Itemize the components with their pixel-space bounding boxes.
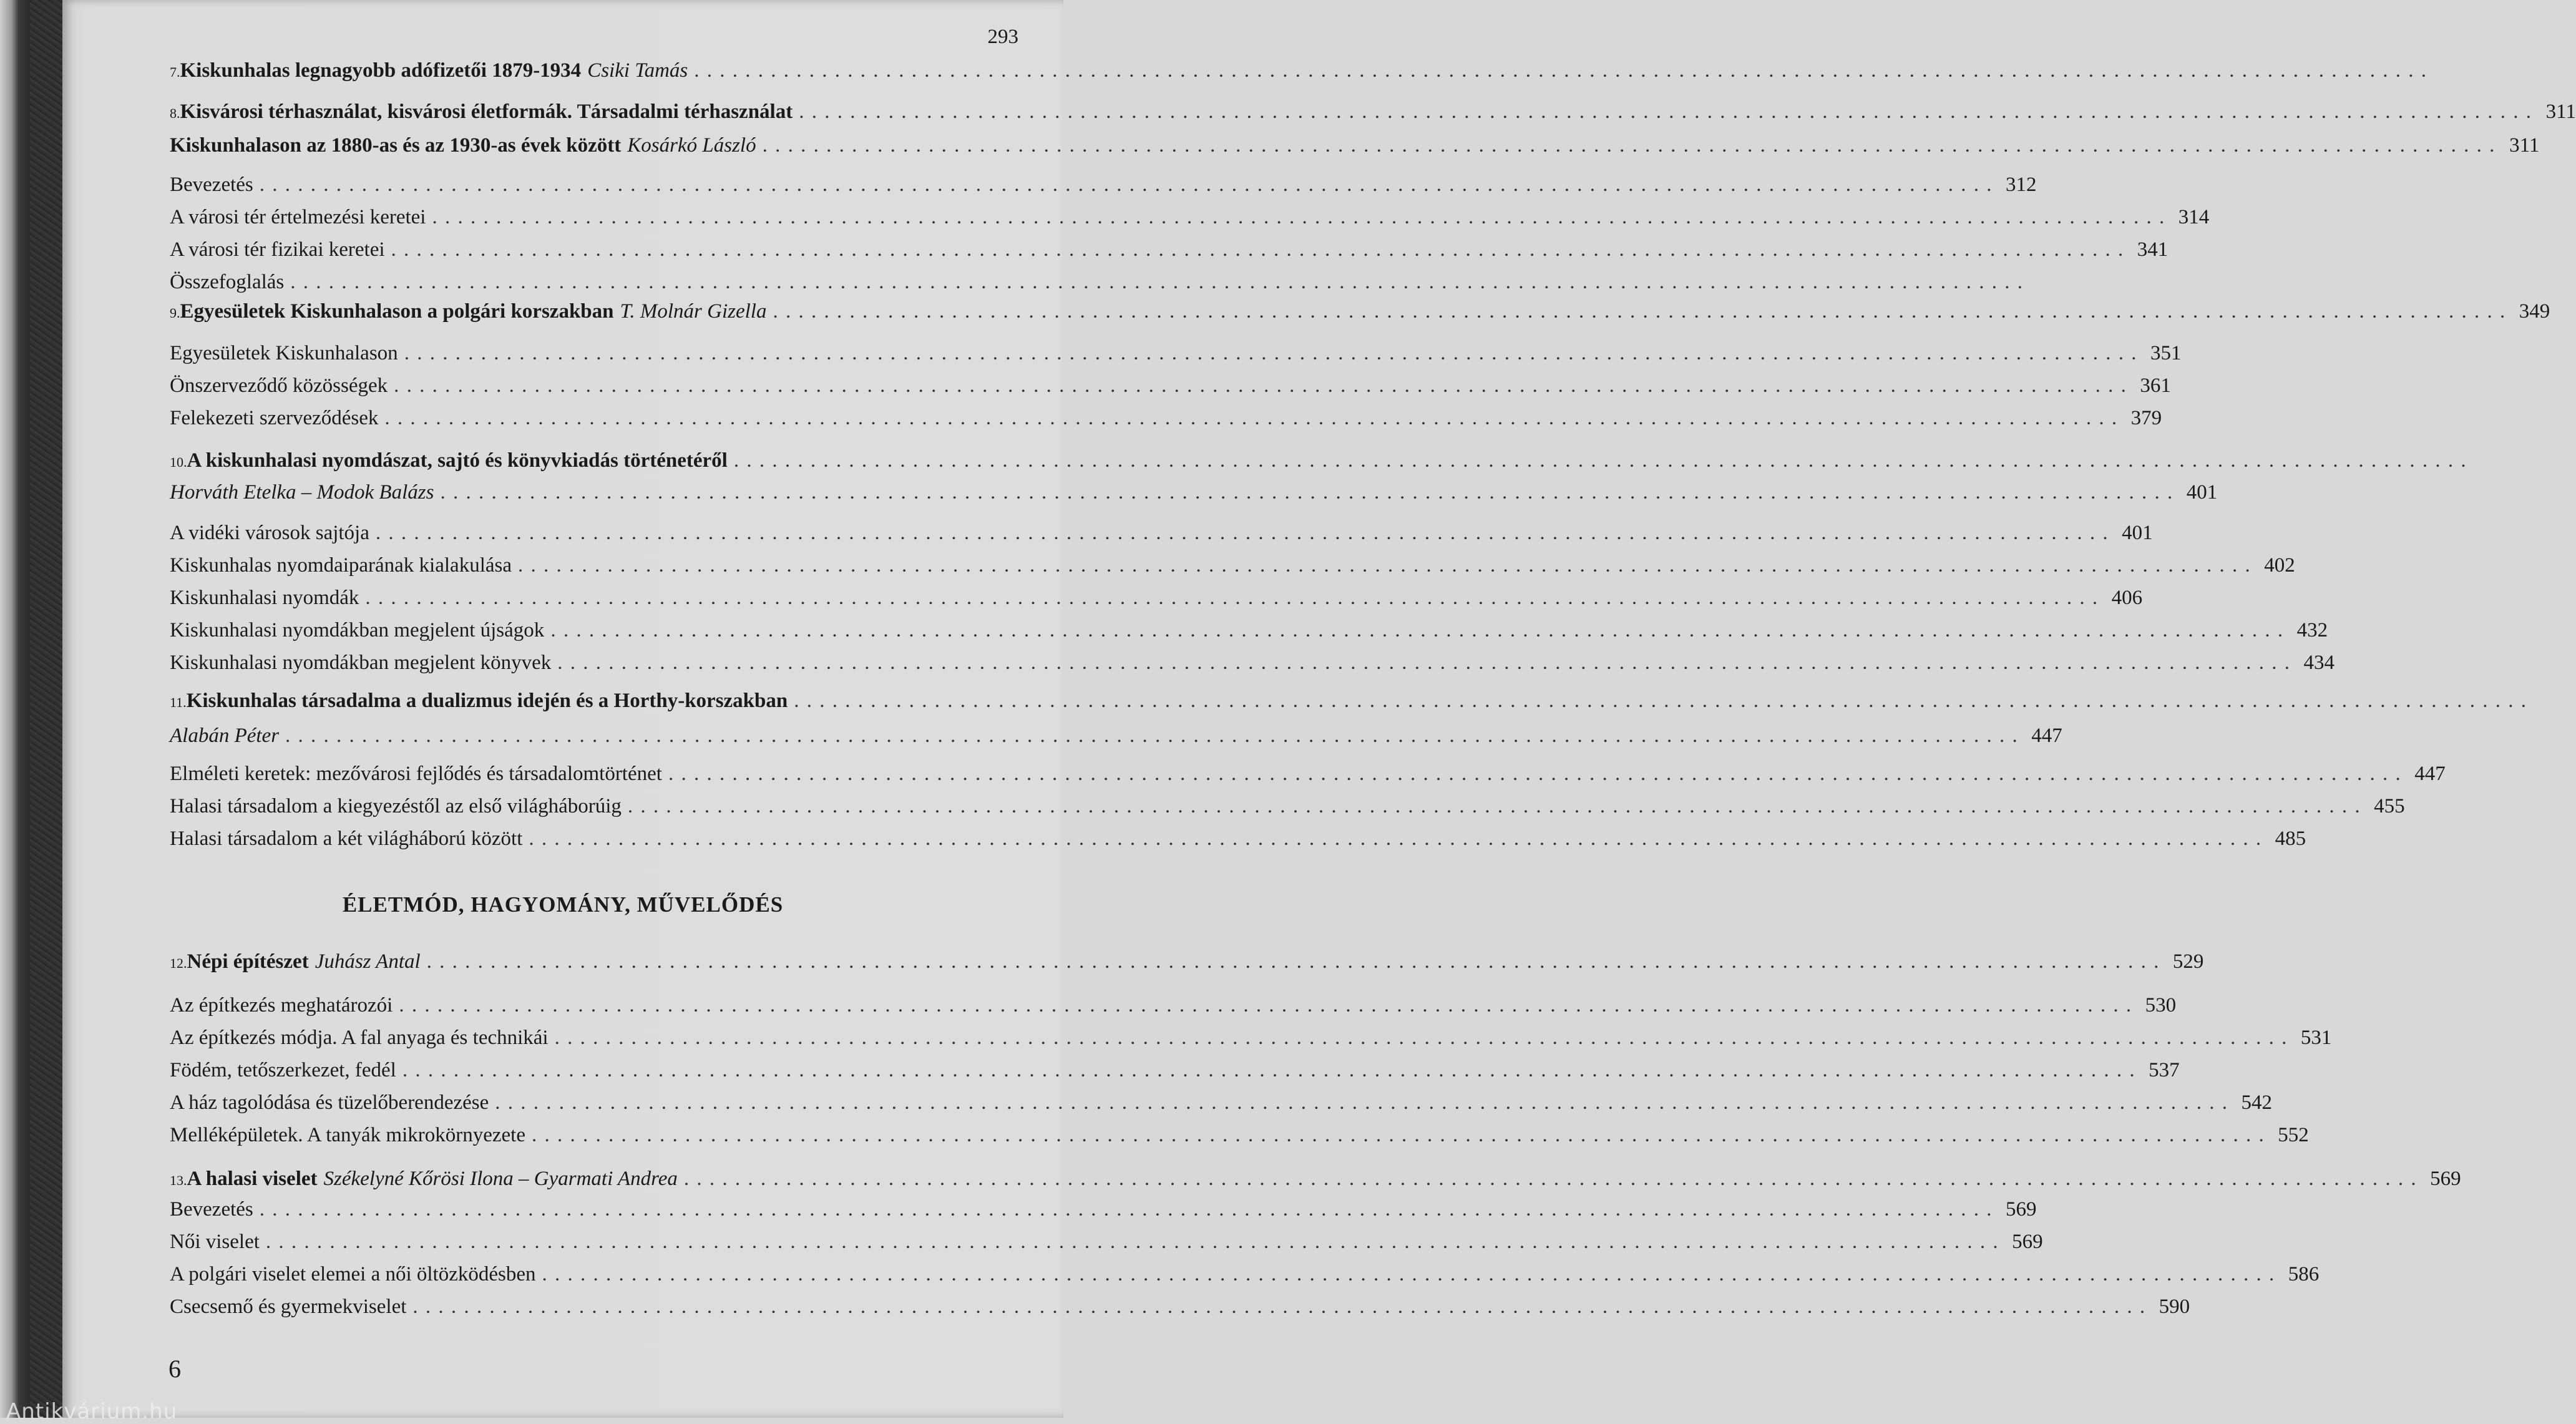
dot-leader (555, 1025, 2288, 1051)
entry-title: Kiskunhalas társadalma a dualizmus idején és a Horthy-korszakban (186, 690, 788, 712)
dot-leader (394, 373, 2127, 399)
dot-leader (550, 617, 2284, 643)
toc-entry (170, 826, 2306, 852)
toc-entry (170, 57, 1081, 85)
toc-entry (170, 1166, 2461, 1194)
entry-subtitle: Halasi társadalom a két világháború között (170, 827, 523, 850)
dot-leader (518, 552, 2252, 578)
entry-subtitle: A polgári viselet elemei a női öltözködésben (170, 1263, 536, 1285)
entry-subtitle: Bevezetés (170, 173, 253, 196)
entry-subtitle: Női viselet (170, 1231, 260, 1253)
entry-page-number: 529 (2172, 950, 2204, 973)
dot-leader (399, 992, 2132, 1018)
entry-subtitle: A ház tagolódása és tüzelőberendezése (170, 1091, 489, 1114)
toc-entry (170, 298, 2550, 326)
entry-subtitle: Kiskunhalasi nyomdák (170, 587, 359, 609)
entry-subtitle: Födém, tetőszerkezet, fedél (170, 1059, 396, 1081)
entry-author: Kosárkó László (627, 134, 756, 157)
entry-subtitle: Melléképületek. A tanyák mikrokörnyezete (170, 1124, 525, 1146)
toc-entry (170, 793, 2405, 819)
entry-author: Székelyné Kőrösi Ilona – Gyarmati Andrea (323, 1168, 678, 1190)
dot-leader (628, 793, 2361, 819)
toc-entry (170, 1025, 2332, 1051)
watermark: Antikvárium.hu (6, 1399, 178, 1424)
toc-entry (170, 617, 2328, 643)
entry-author: Alabán Péter (170, 724, 280, 747)
entry-page-number: 402 (2264, 554, 2295, 577)
entry-page-number: 569 (2430, 1168, 2461, 1190)
dot-leader (260, 1196, 1993, 1222)
entry-page-number: 530 (2145, 994, 2177, 1017)
entry-page-number: 447 (2031, 724, 2062, 747)
dot-leader (260, 172, 1993, 198)
entry-title: Népi építészet (187, 950, 309, 973)
entry-page-number: 406 (2111, 587, 2143, 609)
entry-page-number: 401 (2122, 522, 2153, 544)
entry-title: A halasi viselet (187, 1168, 318, 1190)
toc-entry (170, 447, 1081, 475)
toc-entry (170, 992, 2177, 1018)
toc-entry (170, 132, 2540, 158)
dot-leader (799, 99, 2532, 125)
toc-entry (170, 723, 2062, 749)
book-binding (0, 0, 30, 1418)
entry-title: Kiskunhalas legnagyobb adófizetői 1879-1934 (180, 59, 582, 82)
dot-leader (542, 1261, 2276, 1287)
dot-leader (529, 826, 2262, 852)
entry-page-number: 447 (2414, 763, 2446, 785)
entry-number: 8. (170, 105, 180, 121)
entry-number: 7. (170, 64, 180, 80)
entry-page-number: 552 (2278, 1124, 2309, 1146)
table-of-contents (62, 0, 2576, 1418)
dot-leader (384, 405, 2118, 431)
entry-page-number: 586 (2288, 1263, 2320, 1285)
entry-subtitle: A városi tér fizikai keretei (170, 238, 385, 261)
dot-leader (440, 479, 2174, 505)
dot-leader (376, 520, 2109, 546)
entry-page-number: 542 (2241, 1091, 2273, 1114)
entry-subtitle: Egyesületek Kiskunhalason (170, 342, 398, 364)
toc-entry (170, 99, 2576, 127)
dot-leader (557, 650, 2291, 676)
toc-entry (170, 585, 2143, 611)
toc-entry (170, 204, 2210, 230)
entry-subtitle: Önszerveződő közösségek (170, 374, 388, 397)
dot-leader (427, 949, 2160, 975)
entry-subtitle: Halasi társadalom a kiegyezéstől az első világháborúig (170, 795, 622, 817)
entry-page-number: 485 (2275, 827, 2306, 850)
entry-title: Kisvárosi térhasználat, kisvárosi életformák. Társadalmi térhasználat (180, 100, 793, 123)
dot-leader (794, 688, 2527, 714)
entry-subtitle: Az építkezés módja. A fal anyaga és technikái (170, 1027, 549, 1049)
toc-entry (170, 373, 2171, 399)
entry-page-number: 537 (2149, 1059, 2180, 1081)
dot-leader (773, 298, 2506, 324)
entry-page-number: 351 (2150, 342, 2182, 364)
toc-entry (170, 340, 2182, 366)
entry-page-number: 569 (2012, 1231, 2043, 1253)
entry-page-number: 434 (2303, 651, 2335, 674)
dot-leader (412, 1294, 2146, 1320)
entry-author: Csiki Tamás (587, 59, 688, 82)
entry-page-number: 361 (2140, 374, 2171, 397)
toc-entry (170, 1261, 2320, 1287)
dot-leader (365, 585, 2099, 611)
entry-subtitle: Elméleti keretek: mezővárosi fejlődés és társadalomtörténet (170, 763, 662, 785)
dot-leader (684, 1166, 2417, 1192)
dot-leader (402, 1057, 2136, 1083)
entry-page-number: 349 (2519, 300, 2550, 323)
entry-subtitle: Csecsemő és gyermekviselet (170, 1295, 407, 1318)
toc-entry (170, 1090, 2273, 1116)
dot-leader (266, 1229, 1999, 1255)
entry-subtitle: Kiskunhalas nyomdaiparának kialakulása (170, 554, 512, 577)
dot-leader (668, 761, 2402, 787)
toc-entry (170, 172, 2037, 198)
dot-leader (532, 1122, 2265, 1148)
entry-title: Egyesületek Kiskunhalason a polgári korszakban (180, 300, 614, 323)
entry-number: 12. (170, 955, 187, 971)
page-folio: 6 (168, 1355, 181, 1383)
toc-entry (170, 237, 2169, 263)
entry-author: Horváth Etelka – Modok Balázs (170, 481, 434, 504)
entry-number: 9. (170, 305, 180, 321)
entry-page-number: 590 (2159, 1295, 2190, 1318)
entry-number: 13. (170, 1173, 187, 1188)
toc-entry (170, 688, 1081, 716)
entry-subtitle: Kiskunhalasi nyomdákban megjelent könyvek (170, 651, 552, 674)
toc-entry (170, 650, 2335, 676)
dot-leader (432, 204, 2165, 230)
entry-page-number: 401 (2186, 481, 2218, 504)
entry-title: A kiskunhalasi nyomdászat, sajtó és könyvkiadás történetéről (187, 449, 728, 472)
toc-entry (170, 1294, 2190, 1320)
entry-number: 11. (170, 695, 187, 710)
entry-subtitle: Kiskunhalasi nyomdákban megjelent újságok (170, 619, 545, 641)
entry-title: Kiskunhalason az 1880-as és az 1930-as évek között (170, 134, 622, 157)
entry-page-number: 314 (2178, 206, 2210, 228)
toc-entry (170, 1122, 2309, 1148)
dot-leader (495, 1090, 2228, 1116)
toc-entry (170, 479, 2218, 505)
toc-entry (170, 520, 2153, 546)
toc-entry (170, 269, 1081, 295)
entry-subtitle: A városi tér értelmezési keretei (170, 206, 426, 228)
dot-leader (404, 340, 2138, 366)
entry-page-number: 531 (2300, 1027, 2332, 1049)
dot-leader (290, 269, 2024, 295)
entry-subtitle: Bevezetés (170, 1198, 253, 1221)
entry-page-number: 312 (2006, 173, 2037, 196)
entry-page-number: 311 (2545, 100, 2576, 123)
entry-subtitle: Az építkezés meghatározói (170, 994, 393, 1017)
entry-page-number: 569 (2006, 1198, 2037, 1221)
entry-page-number: 379 (2130, 407, 2162, 429)
dot-leader (391, 237, 2125, 263)
entry-number: 10. (170, 454, 187, 470)
page-number: 293 (987, 26, 1018, 48)
dot-leader (734, 447, 2467, 474)
toc-entry (170, 552, 2295, 578)
entry-page-number: 311 (2509, 134, 2540, 157)
toc-entry (170, 949, 2204, 977)
entry-page-number: 341 (2137, 238, 2169, 261)
entry-subtitle: Felekezeti szerveződések (170, 407, 379, 429)
entry-page-number: 455 (2374, 795, 2405, 817)
section-heading: ÉLETMÓD, HAGYOMÁNY, MŰVELŐDÉS (342, 892, 784, 917)
entry-subtitle: A vidéki városok sajtója (170, 522, 369, 544)
dot-leader (694, 57, 2427, 84)
toc-entry (170, 1196, 2037, 1222)
dot-leader (285, 723, 2019, 749)
toc-entry (170, 1057, 2180, 1083)
book-cover-edge (30, 0, 62, 1418)
entry-author: T. Molnár Gizella (620, 300, 767, 323)
entry-author: Juhász Antal (315, 950, 421, 973)
dot-leader (763, 132, 2496, 158)
toc-entry (170, 405, 2162, 431)
document-page (62, 0, 2576, 1418)
toc-entry (170, 761, 2446, 787)
entry-page-number: 432 (2296, 619, 2328, 641)
entry-subtitle: Összefoglalás (170, 271, 285, 293)
toc-entry (170, 1229, 2043, 1255)
